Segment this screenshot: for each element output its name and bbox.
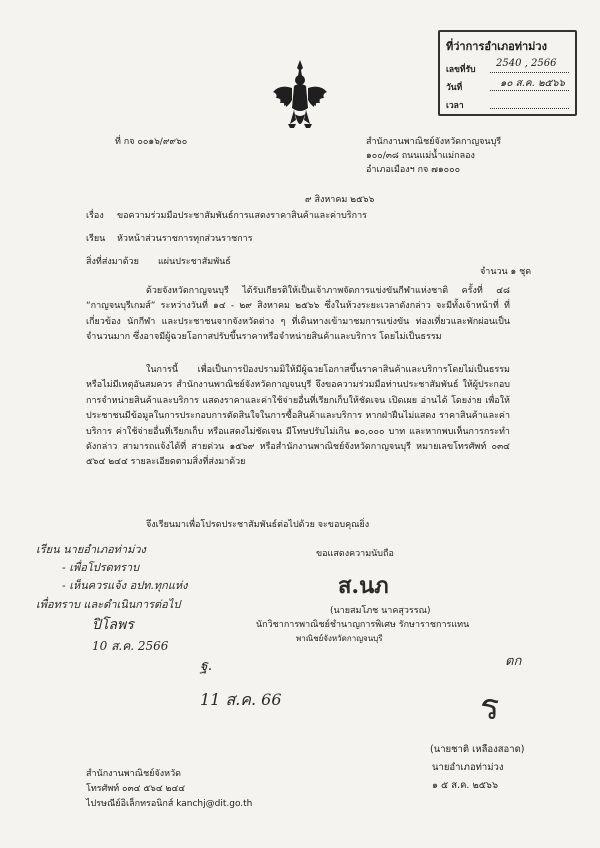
receipt-stamp	[438, 30, 577, 116]
body-paragraph-1: ด้วยจังหวัดกาญจนบุรี ได้รับเกียรติให้เป็นเจ้าภาพจัดการแข่งขันกีฬาแห่งชาติ ครั้งที่ ๔๘ “กาญจนบุรีเกมส์” ระหว่างวันที่ ๑๔ - ๒๙ สิงหาคม ๒๕๖๖ ซึ่งในห้วงระยะเวลาดังกล่าว จะมีทั้งเจ้าหน้าที่ ที่เกี่ยวข้อง นักกีฬา และประชาชนจากจังหวัดต่าง ๆ ที่เดินทางเข้ามาชมการแข่งขัน ท่องเที่ยวและพักผ่อนเป็น จำนวนมาก ซึ่งอาจมีผู้ฉวยโอกาสปรับขึ้นราคาหรือจำหน่ายสินค้าและบริการ โดยไม่เป็นธรรม	[86, 286, 510, 343]
subject-label: เรื่อง	[86, 211, 104, 221]
body-paragraph-2: ในการนี้ เพื่อเป็นการป้องปรามมิให้มีผู้ฉวยโอกาสขึ้นราคาสินค้าและบริการโดยไม่เป็นธรรม หรือไม่มีเหตุอันสมควร สำนักงานพาณิชย์จังหวัดกาญจนบุรี จึงขอความร่วมมือท่านประชาสัมพันธ์ ให้ผู้ประกอบการจำหน่ายสินค้าและบริการ แสดงราคาและค่าใช้จ่ายอื่นที่เรียกเก็บให้ชัดเจน เปิดเผย อ่านได้ โดยง่าย เพื่อให้ประชาชนมีข้อมูลในการประกอบการตัดสินใจในการซื้อสินค้าและบริการ หากฝ่าฝืนไม่แสดง ราคาสินค้าและค่าบริการ ค่าใช้จ่ายอื่นที่เรียกเก็บ หรือแสดงไม่ชัดเจน มีโทษปรับไม่เกิน ๑๐,๐๐๐ บาท และหากพบเห็นการกระทำดังกล่าว สามารถแจ้งได้ที่ สายด่วน ๑๕๖๙ หรือสำนักงานพาณิชย์จังหวัดกาญจนบุรี หมายเลขโทรศัพท์ ๐๓๔ ๕๖๔ ๒๔๔ รายละเอียดตามสิ่งที่ส่งมาด้วย	[86, 365, 510, 468]
note-date: 10 ส.ค. 2566	[92, 639, 169, 653]
footer-office: สำนักงานพาณิชย์จังหวัด	[86, 769, 181, 779]
stamp-time-label: เวลา	[446, 101, 464, 111]
note-line-1: เรียน นายอำเภอท่าม่วง	[36, 543, 146, 556]
closing-salutation: ขอแสดงความนับถือ	[316, 549, 394, 559]
stamp-time-line	[490, 108, 569, 109]
note-signature: ปิโลพร	[92, 617, 134, 633]
note-line-3: - เห็นควรแจ้ง อปท.ทุกแห่ง	[62, 579, 188, 592]
signer-org: พาณิชย์จังหวัดกาญจนบุรี	[296, 634, 383, 643]
agency-name: สำนักงานพาณิชย์จังหวัดกาญจนบุรี	[366, 137, 502, 147]
approval-position: นายอำเภอท่าม่วง	[432, 762, 504, 773]
agency-address-line1: ๑๐๐/๓๘ ถนนแม่น้ำแม่กลอง	[366, 151, 475, 161]
stamp-title: ที่ว่าการอำเภอท่าม่วง	[446, 40, 547, 53]
stamp-number-label: เลขที่รับ	[446, 65, 476, 75]
attachment-label: สิ่งที่ส่งมาด้วย	[86, 257, 139, 267]
stamp-date-label: วันที่	[446, 83, 463, 93]
footer-email: ไปรษณีย์อิเล็กทรอนิกส์ kanchj@dit.go.th	[86, 799, 253, 809]
footer-phone: โทรศัพท์ ๐๓๔ ๕๖๔ ๒๔๔	[86, 784, 186, 794]
approval-name: (นายชาติ เหลืองสอาด)	[430, 744, 525, 755]
note-line-2: - เพื่อโปรดทราบ	[62, 561, 140, 574]
subject-text: ขอความร่วมมือประชาสัมพันธ์การแสดงราคาสินค้าและค่าบริการ	[117, 211, 367, 221]
note-date-2: 11 ส.ค. 66	[200, 690, 282, 709]
body-paragraph-3: จึงเรียนมาเพื่อโปรดประชาสัมพันธ์ต่อไปด้วย จะขอบคุณยิ่ง	[146, 520, 370, 530]
note-line-4: เพื่อทราบ และดำเนินการต่อไป	[36, 598, 181, 611]
recipient-text: หัวหน้าส่วนราชการทุกส่วนราชการ	[117, 234, 253, 244]
attachment-quantity: จำนวน ๑ ชุด	[480, 267, 532, 277]
signer-signature: ส.นภ	[338, 573, 389, 599]
recipient-label: เรียน	[86, 234, 106, 244]
signer-name: (นายสมโภช นาคสุวรรณ)	[330, 606, 431, 616]
attachment-text: แผ่นประชาสัมพันธ์	[158, 257, 231, 267]
stamp-number-line	[490, 72, 569, 73]
agency-address-line2: อำเภอเมืองฯ กจ ๗๑๐๐๐	[366, 165, 461, 175]
approval-mark: ตก	[505, 654, 522, 669]
approval-signature: ร	[480, 687, 500, 728]
stamp-date-value: ๑๐ ส.ค. ๒๕๖๖	[500, 78, 565, 89]
approval-date: ๑ ๕ ส.ค. ๒๕๖๖	[432, 780, 498, 791]
doc-number: ที่ กจ ๐๐๑๖/๙๙๖๐	[115, 137, 188, 147]
garuda-emblem-icon	[270, 58, 330, 138]
stamp-number-value: 2540 , 2566	[496, 58, 557, 69]
letter-date: ๙ สิงหาคม ๒๕๖๖	[305, 195, 375, 205]
signer-position: นักวิชาการพาณิชย์ชำนาญการพิเศษ รักษาราชการแทน	[256, 620, 470, 630]
note-initial: ฐ.	[200, 658, 213, 674]
